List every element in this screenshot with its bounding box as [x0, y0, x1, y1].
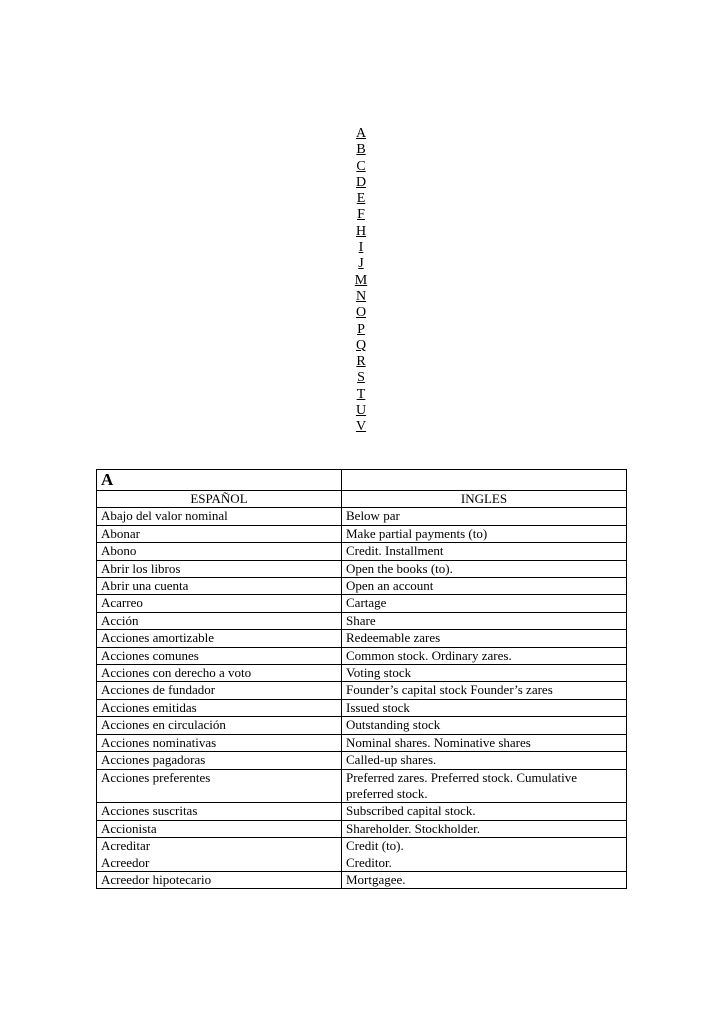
letter-index-item: [340, 126, 382, 142]
table-row: [97, 838, 627, 872]
table-row: [97, 578, 627, 595]
letter-index-item: [340, 305, 382, 321]
english-term: Preferred zares. Preferred stock. Cumulative preferred stock.: [342, 769, 627, 803]
table-row: [97, 717, 627, 734]
letter-link-q[interactable]: Q: [355, 337, 367, 353]
letter-index-item: [340, 387, 382, 403]
english-term: Share: [342, 612, 627, 629]
header-row: [97, 491, 627, 508]
english-term: Credit (to). Creditor.: [342, 838, 627, 872]
english-term: Open an account: [342, 578, 627, 595]
letter-link-b[interactable]: B: [356, 142, 366, 158]
letter-index-item: [340, 224, 382, 240]
letter-link-c[interactable]: C: [356, 158, 366, 174]
english-term: Called-up shares.: [342, 752, 627, 769]
header-english: INGLES: [342, 491, 627, 508]
table-row: [97, 525, 627, 542]
letter-index-item: [340, 403, 382, 419]
english-term: Shareholder. Stockholder.: [342, 820, 627, 837]
spanish-term: Acciones de fundador: [97, 682, 342, 699]
table-row: [97, 560, 627, 577]
spanish-term: Acciones con derecho a voto: [97, 665, 342, 682]
spanish-term: Abrir una cuenta: [97, 578, 342, 595]
english-term: Mortgagee.: [342, 871, 627, 888]
english-term: Subscribed capital stock.: [342, 803, 627, 820]
spanish-term: Acreditar Acreedor: [97, 838, 342, 872]
table-row: [97, 508, 627, 525]
letter-index-item: [340, 289, 382, 305]
letter-link-s[interactable]: S: [357, 370, 365, 386]
english-term: Cartage: [342, 595, 627, 612]
table-row: [97, 871, 627, 888]
letter-link-h[interactable]: H: [355, 223, 367, 239]
letter-link-t[interactable]: T: [356, 386, 366, 402]
english-term: Credit. Installment: [342, 543, 627, 560]
section-row: [97, 470, 627, 491]
table-row: [97, 647, 627, 664]
english-term: Redeemable zares: [342, 630, 627, 647]
letter-link-p[interactable]: P: [357, 321, 365, 337]
letter-link-e[interactable]: E: [356, 191, 366, 207]
spanish-term: Abonar: [97, 525, 342, 542]
letter-index-item: [340, 240, 382, 256]
spanish-term: Acciones nominativas: [97, 734, 342, 751]
english-term: Outstanding stock: [342, 717, 627, 734]
letter-index-item: [340, 159, 382, 175]
table-row: [97, 769, 627, 803]
spanish-term: Acciones comunes: [97, 647, 342, 664]
english-term: Issued stock: [342, 699, 627, 716]
letter-link-i[interactable]: I: [358, 240, 364, 256]
english-term: Nominal shares. Nominative shares: [342, 734, 627, 751]
letter-index-item: [340, 419, 382, 435]
letter-index-item: [340, 191, 382, 207]
spanish-term: Acciones pagadoras: [97, 752, 342, 769]
english-term: Voting stock: [342, 665, 627, 682]
letter-link-f[interactable]: F: [357, 207, 365, 223]
spanish-term: Acciones preferentes: [97, 769, 342, 803]
spanish-term: Abono: [97, 543, 342, 560]
table-row: [97, 803, 627, 820]
letter-index-item: [340, 370, 382, 386]
table-row: [97, 699, 627, 716]
spanish-term: Acarreo: [97, 595, 342, 612]
letter-link-v[interactable]: V: [355, 419, 367, 435]
table-row: [97, 752, 627, 769]
letter-link-n[interactable]: N: [355, 288, 367, 304]
spanish-term: Abrir los libros: [97, 560, 342, 577]
letter-link-a[interactable]: A: [355, 126, 367, 141]
english-term: Below par: [342, 508, 627, 525]
spanish-term: Acciones en circulación: [97, 717, 342, 734]
glossary-table: [96, 469, 627, 889]
letter-index: [340, 126, 382, 436]
table-row: [97, 820, 627, 837]
letter-index-item: [340, 256, 382, 272]
spanish-term: Acción: [97, 612, 342, 629]
letter-index-item: [340, 142, 382, 158]
letter-index-item: [340, 338, 382, 354]
letter-index-item: [340, 354, 382, 370]
spanish-term: Acciones emitidas: [97, 699, 342, 716]
spanish-term: Acreedor hipotecario: [97, 871, 342, 888]
letter-index-item: [340, 175, 382, 191]
spanish-term: Acciones amortizable: [97, 630, 342, 647]
table-row: [97, 543, 627, 560]
table-row: [97, 734, 627, 751]
section-letter: A: [97, 470, 342, 491]
spanish-term: Accionista: [97, 820, 342, 837]
english-term: Open the books (to).: [342, 560, 627, 577]
letter-index-item: [340, 322, 382, 338]
letter-link-r[interactable]: R: [356, 354, 366, 370]
table-row: [97, 665, 627, 682]
table-row: [97, 595, 627, 612]
letter-link-o[interactable]: O: [355, 305, 367, 321]
section-right-cell: [342, 470, 627, 491]
table-row: [97, 682, 627, 699]
english-term: Founder’s capital stock Founder’s zares: [342, 682, 627, 699]
letter-index-item: [340, 207, 382, 223]
english-term: Common stock. Ordinary zares.: [342, 647, 627, 664]
letter-link-u[interactable]: U: [355, 403, 367, 419]
table-row: [97, 630, 627, 647]
table-row: [97, 612, 627, 629]
spanish-term: Abajo del valor nominal: [97, 508, 342, 525]
letter-link-m[interactable]: M: [354, 272, 368, 288]
spanish-term: Acciones suscritas: [97, 803, 342, 820]
letter-link-d[interactable]: D: [355, 174, 367, 190]
english-term: Make partial payments (to): [342, 525, 627, 542]
header-spanish: ESPAÑOL: [97, 491, 342, 508]
letter-index-item: [340, 273, 382, 289]
letter-link-j[interactable]: J: [358, 256, 364, 272]
